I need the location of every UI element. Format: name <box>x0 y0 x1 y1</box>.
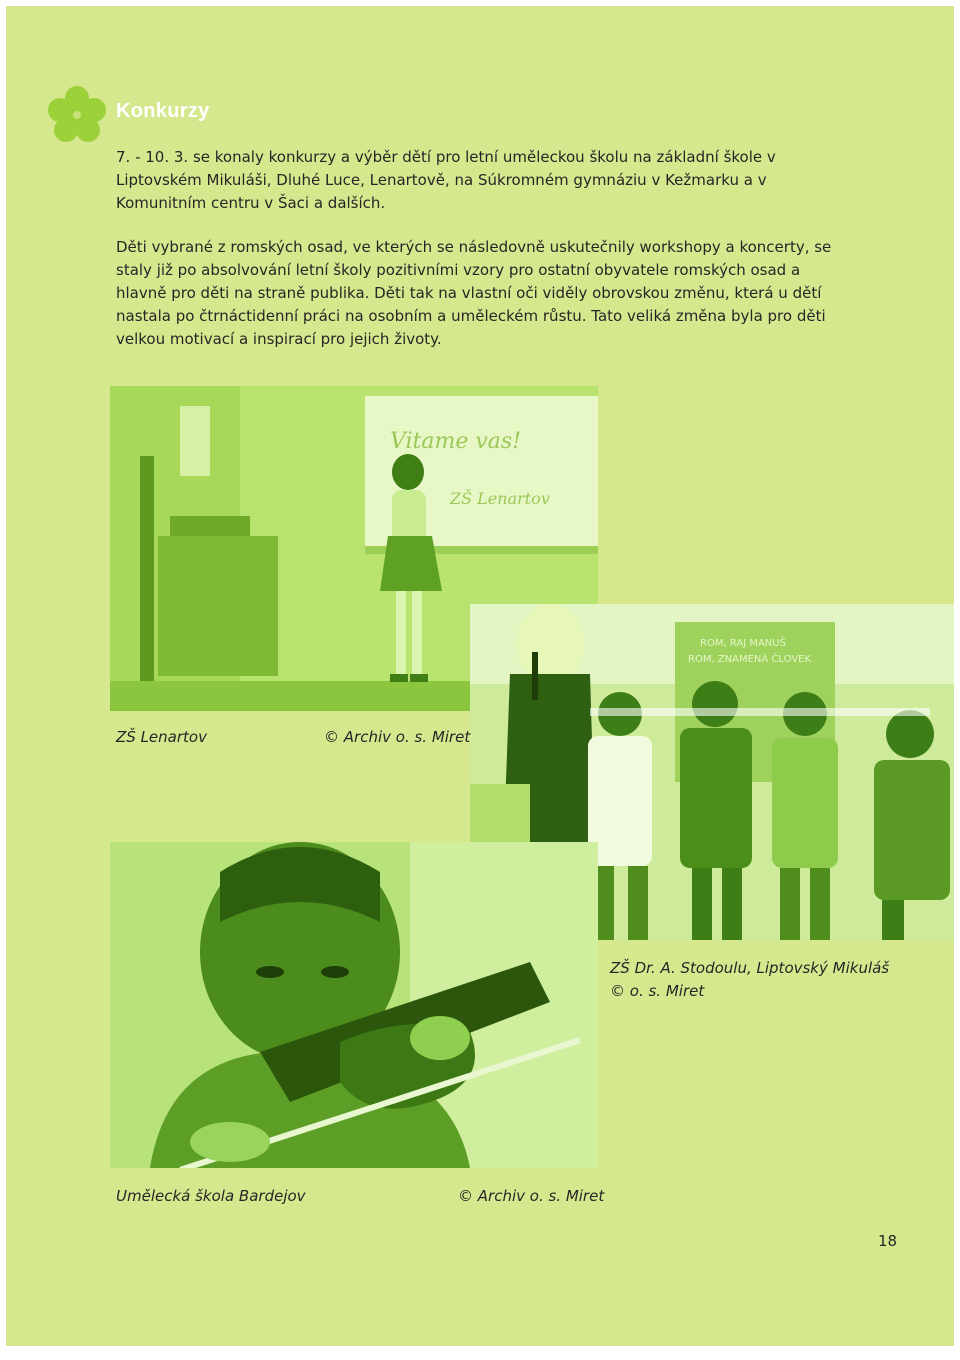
photo3-caption-place: Umělecká škola Bardejov <box>116 1187 306 1205</box>
body-paragraph <box>116 236 836 351</box>
photo-violin-boy <box>110 842 598 1168</box>
photo1-caption-place: ZŠ Lenartov <box>116 728 207 746</box>
page-number: 18 <box>878 1232 898 1250</box>
board-text-school: ZŠ Lenartov <box>450 489 550 508</box>
intro-paragraph <box>116 146 836 215</box>
banner-line-1: ROM, RAJ MANUŠ <box>700 638 786 649</box>
page <box>6 6 954 1346</box>
section-title: Konkurzy <box>116 100 210 122</box>
photo2-caption-credit: © o. s. Miret <box>610 982 705 1000</box>
banner-line-2: ROM, ZNAMENÁ ČLOVEK <box>688 654 812 665</box>
flower-icon <box>46 84 108 146</box>
photo3-caption-credit: © Archiv o. s. Miret <box>458 1187 605 1205</box>
paragraph-text: Děti vybrané z romských osad, ve kterých se následovně uskutečnily workshopy a koncerty, se staly již po absolvování letní školy pozitivními vzory pro ostatní obyvatele romských osad a hlavně pro děti na straně publika. Děti tak na vlastní oči viděly obrovskou změnu, která u dětí nastala po čtrnáctidenní práci na osobním a uměleckém růstu. Tato veliká změna byla pro děti velkou motivací a inspirací pro jejich životy. <box>116 238 832 348</box>
photo1-caption-credit: © Archiv o. s. Miret <box>324 728 471 746</box>
photo2-caption-place: ZŠ Dr. A. Stodoulu, Liptovský Mikuláš <box>610 959 890 977</box>
paragraph-text: 7. - 10. 3. se konaly konkurzy a výběr dětí pro letní uměleckou školu na základní škole v Liptovském Mikuláši, Dluhé Luce, Lenartově, na Súkromném gymnáziu v Kežmarku a v Komunitním centru v Šaci a dalších. <box>116 148 776 212</box>
board-text-welcome: Vitame vas! <box>390 429 522 454</box>
